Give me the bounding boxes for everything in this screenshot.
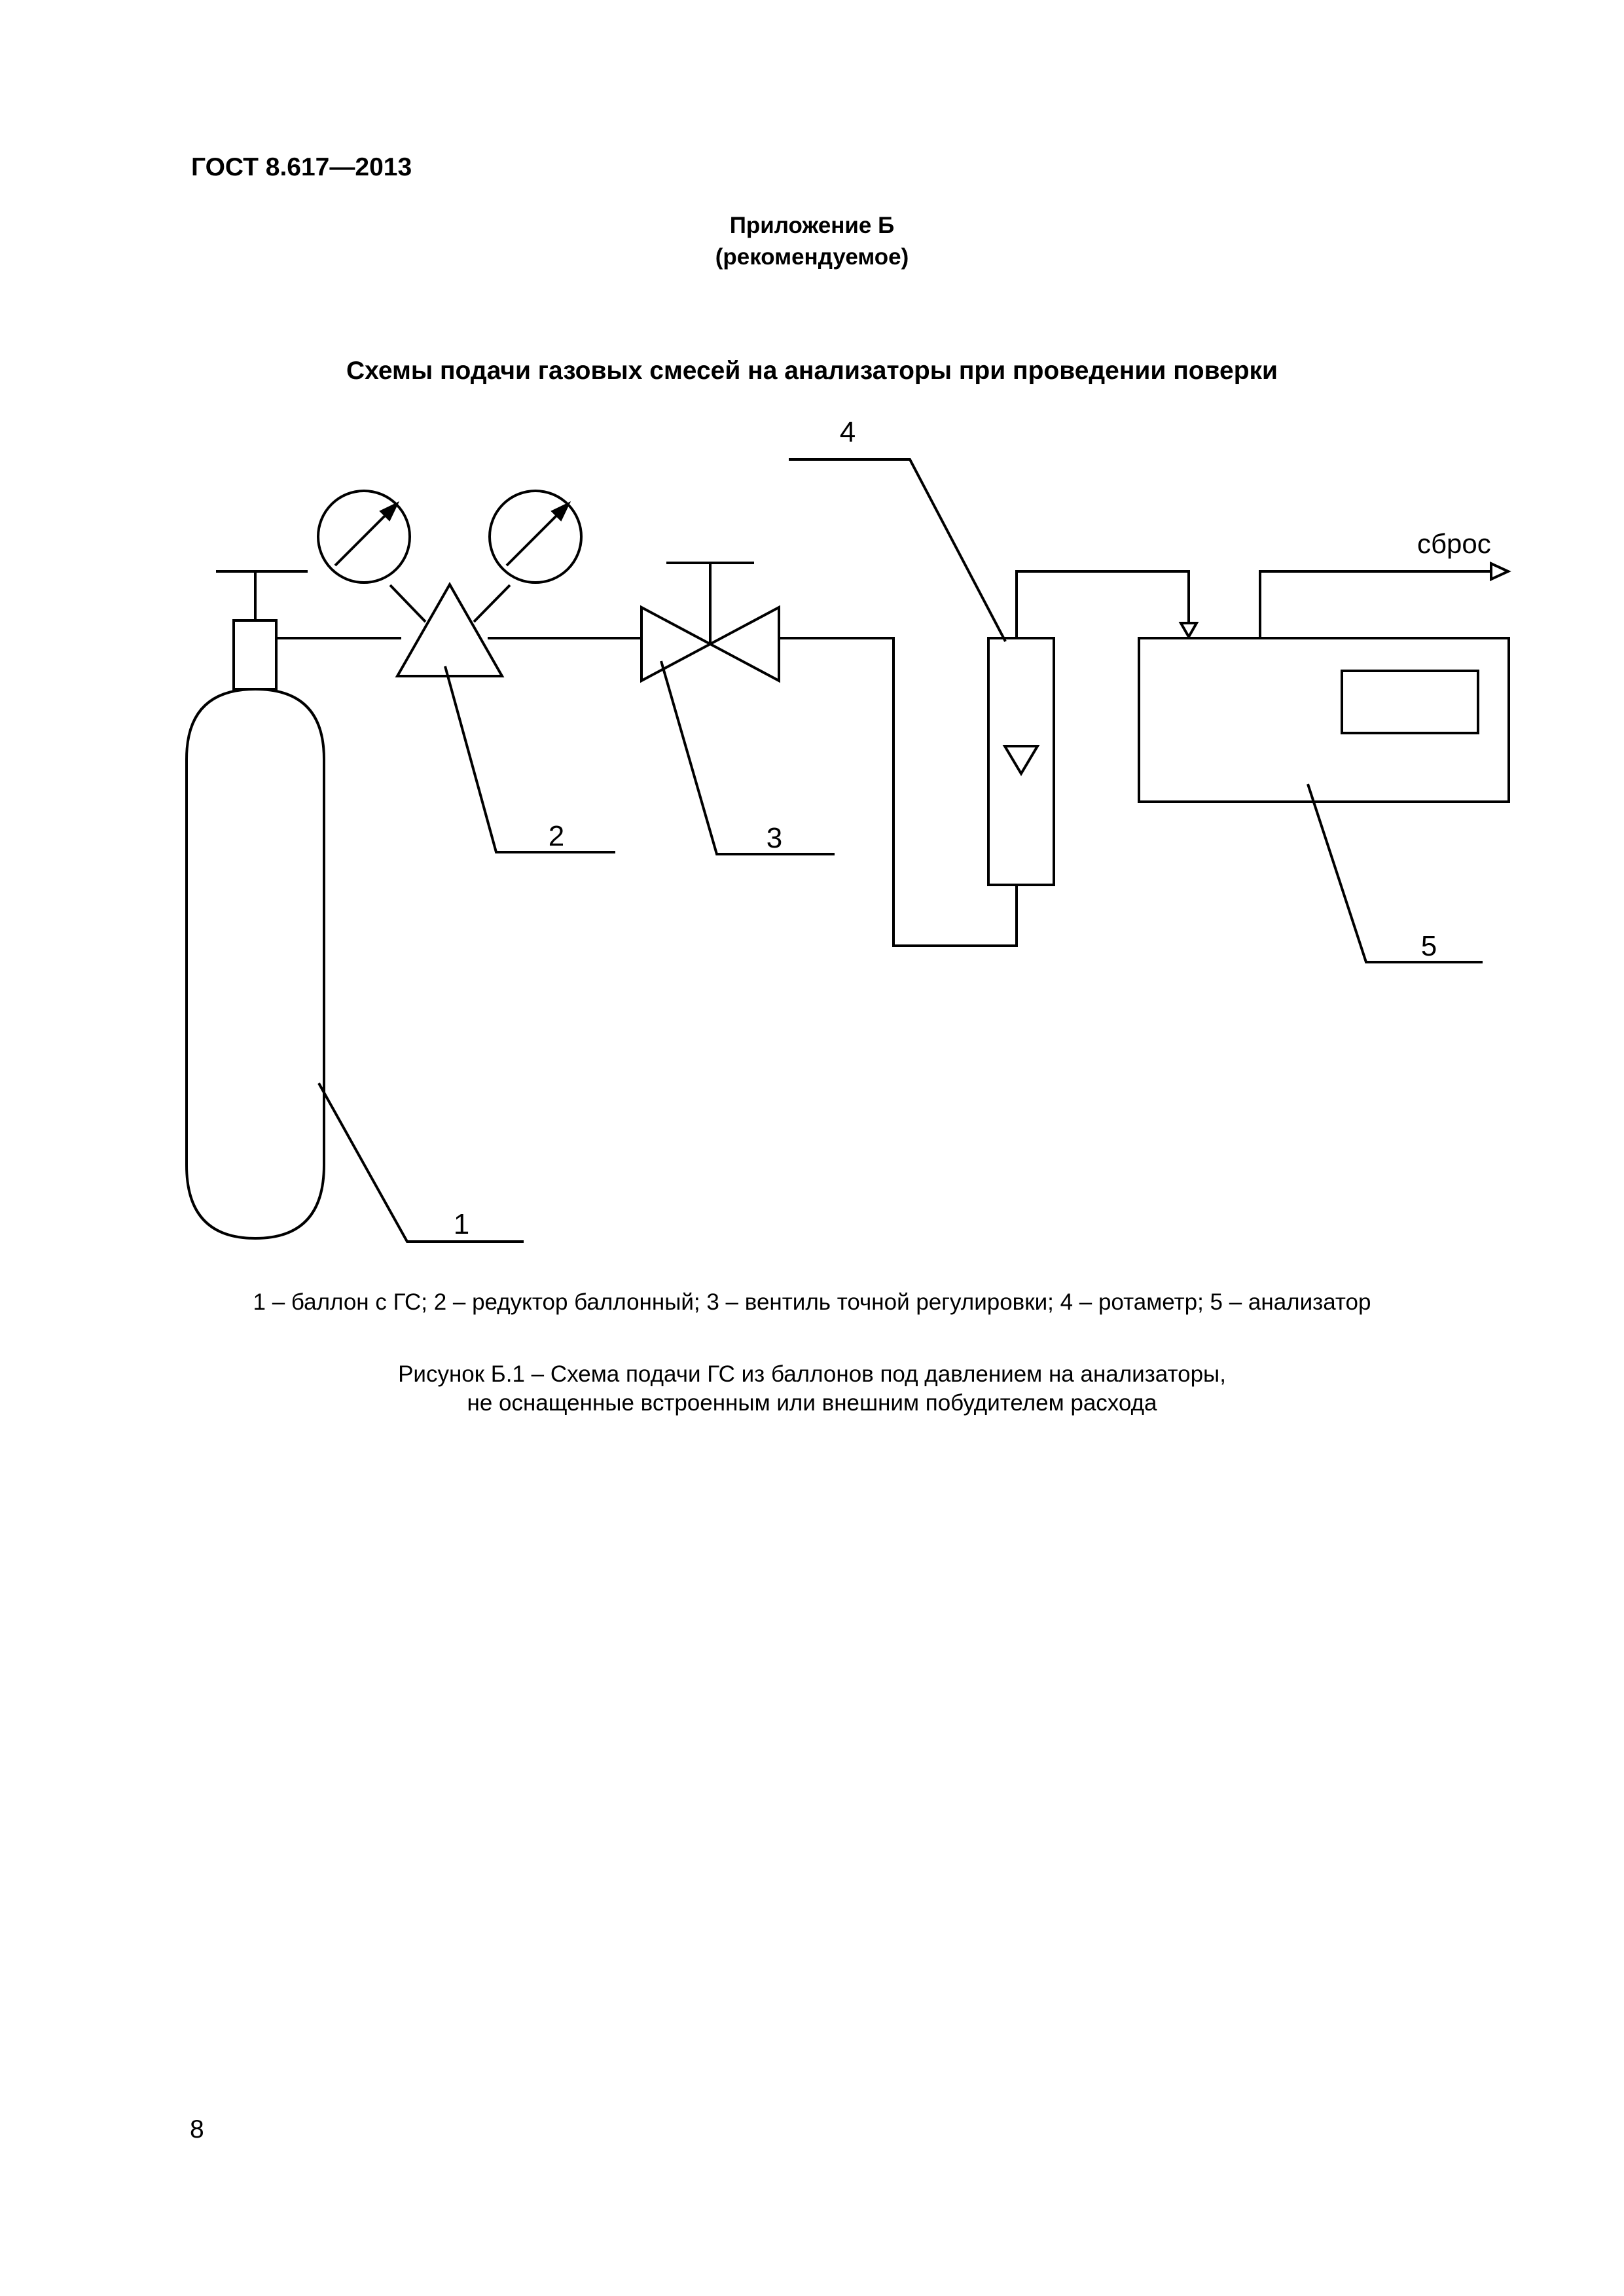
callout-2: 2 (548, 820, 565, 852)
leader-5 (1308, 784, 1483, 962)
pipe-valve-rotameter (779, 638, 1017, 946)
valve-right-cone (710, 607, 779, 681)
reducer-body (397, 584, 502, 676)
pipe-rotameter-analyzer (1017, 571, 1189, 638)
gauge-right-needle (507, 512, 560, 565)
leader-1 (319, 1083, 524, 1242)
callout-leaders (319, 459, 1483, 1242)
analyzer-body (1139, 638, 1509, 802)
callout-3: 3 (766, 822, 783, 854)
gauge-left-stem (390, 585, 425, 622)
gas-cylinder (187, 571, 324, 1238)
analyzer (1139, 638, 1509, 802)
document-code: ГОСТ 8.617—2013 (191, 153, 412, 181)
analyzer-display (1342, 671, 1478, 733)
figure-caption-line-2: не оснащенные встроенным или внешним побудителем расхода (467, 1390, 1157, 1416)
section-heading: Схемы подачи газовых смесей на анализаторы при проведении поверки (346, 357, 1278, 385)
rotameter (988, 638, 1054, 885)
page-number: 8 (190, 2115, 204, 2144)
leader-4 (789, 459, 1005, 641)
leader-3 (661, 661, 835, 854)
leader-2 (445, 666, 615, 852)
callout-1: 1 (453, 1208, 470, 1240)
rotameter-tube (988, 638, 1054, 885)
pipe-exhaust (1260, 571, 1491, 638)
cylinder-body (187, 689, 324, 1238)
exhaust-label: сброс (1417, 528, 1491, 559)
callout-4: 4 (839, 416, 856, 448)
gauge-right-stem (474, 585, 510, 622)
appendix-title: Приложение Б (729, 213, 895, 238)
cylinder-reducer (318, 491, 581, 676)
appendix-status: (рекомендуемое) (715, 244, 909, 270)
rotameter-float (1005, 746, 1038, 774)
figure-caption-line-1: Рисунок Б.1 – Схема подачи ГС из баллонов под давлением на анализаторы, (398, 1361, 1226, 1387)
callout-5: 5 (1420, 930, 1437, 962)
exhaust-arrow (1491, 564, 1508, 579)
cylinder-valve (234, 620, 276, 689)
figure-legend: 1 – баллон с ГС; 2 – редуктор баллонный; 3 – вентиль точной регулировки; 4 – ротаметр; 5 – анализатор (253, 1289, 1371, 1315)
valve-left-cone (641, 607, 710, 681)
gauge-left-needle (335, 512, 388, 565)
analyzer-inlet-arrow (1181, 623, 1197, 637)
